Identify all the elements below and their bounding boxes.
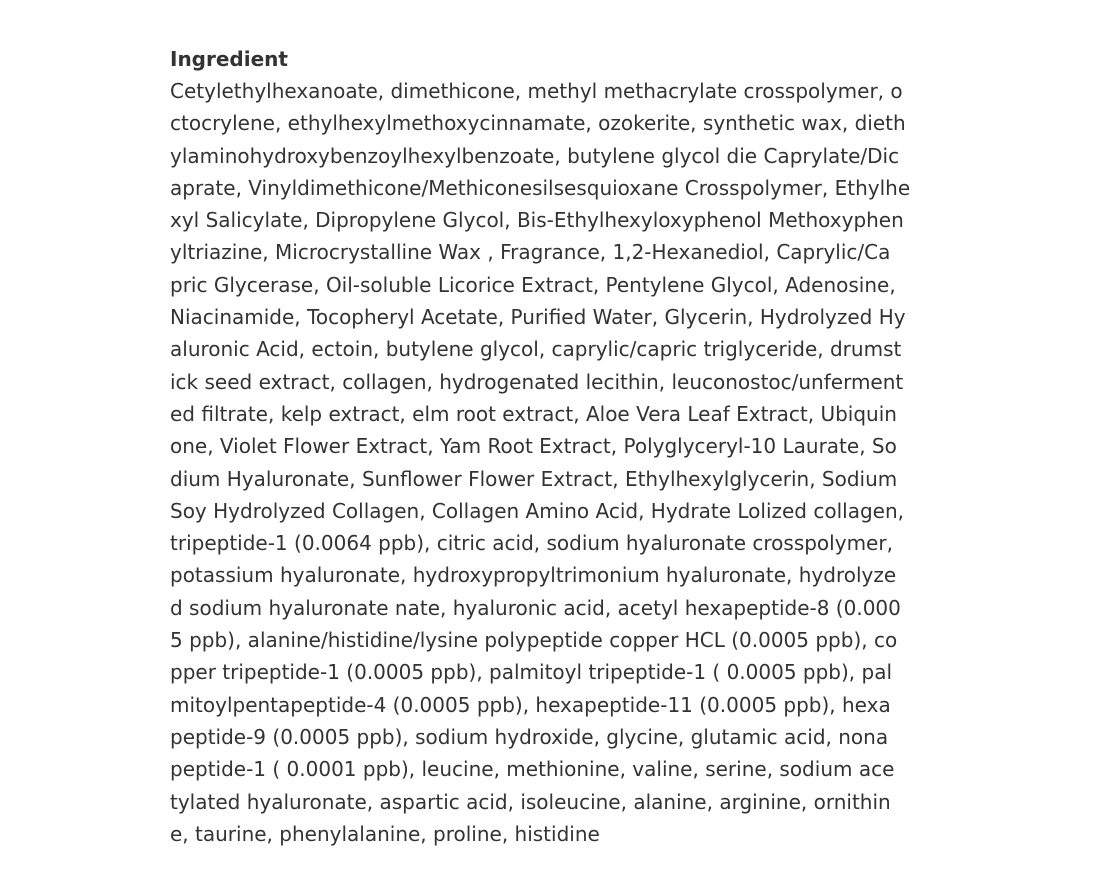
- ingredient-line: peptide-9 (0.0005 ppb), sodium hydroxide, glycine, glutamic acid, nona: [170, 724, 889, 749]
- ingredient-line: d sodium hyaluronate nate, hyaluronic acid, acetyl hexapeptide-8 (0.000: [170, 595, 901, 620]
- ingredient-line: e, taurine, phenylalanine, proline, histidine: [170, 821, 600, 846]
- ingredient-line: ylaminohydroxybenzoylhexylbenzoate, butylene glycol die Caprylate/Dic: [170, 143, 900, 168]
- ingredient-line: potassium hyaluronate, hydroxypropyltrimonium hyaluronate, hydrolyze: [170, 563, 897, 588]
- ingredient-line: pric Glycerase, Oil-soluble Licorice Extract, Pentylene Glycol, Adenosine,: [170, 272, 896, 297]
- ingredient-list: [170, 75, 1030, 850]
- ingredient-line: yltriazine, Microcrystalline Wax , Fragrance, 1,2-Hexanediol, Caprylic/Ca: [170, 240, 891, 265]
- ingredient-line: tripeptide-1 (0.0064 ppb), citric acid, sodium hyaluronate crosspolymer,: [170, 531, 893, 556]
- ingredient-section: [170, 43, 1030, 850]
- ingredient-line: tylated hyaluronate, aspartic acid, isoleucine, alanine, arginine, ornithin: [170, 789, 891, 814]
- ingredient-line: ctocrylene, ethylhexylmethoxycinnamate, ozokerite, synthetic wax, dieth: [170, 111, 906, 136]
- ingredient-line: one, Violet Flower Extract, Yam Root Extract, Polyglyceryl-10 Laurate, So: [170, 434, 897, 459]
- ingredient-line: aluronic Acid, ectoin, butylene glycol, caprylic/capric triglyceride, drumst: [170, 337, 902, 362]
- ingredient-line: xyl Salicylate, Dipropylene Glycol, Bis-Ethylhexyloxyphenol Methoxyphen: [170, 208, 904, 233]
- ingredient-line: pper tripeptide-1 (0.0005 ppb), palmitoyl tripeptide-1 ( 0.0005 ppb), pal: [170, 660, 893, 685]
- ingredient-line: dium Hyaluronate, Sunflower Flower Extract, Ethylhexylglycerin, Sodium: [170, 466, 898, 491]
- ingredient-line: Cetylethylhexanoate, dimethicone, methyl methacrylate crosspolymer, o: [170, 79, 903, 103]
- ingredient-line: mitoylpentapeptide-4 (0.0005 ppb), hexapeptide-11 (0.0005 ppb), hexa: [170, 692, 891, 717]
- ingredient-line: ed filtrate, kelp extract, elm root extract, Aloe Vera Leaf Extract, Ubiquin: [170, 401, 897, 426]
- ingredient-line: Soy Hydrolyzed Collagen, Collagen Amino Acid, Hydrate Lolized collagen,: [170, 498, 904, 523]
- ingredient-line: Niacinamide, Tocopheryl Acetate, Purified Water, Glycerin, Hydrolyzed Hy: [170, 305, 906, 330]
- ingredient-line: aprate, Vinyldimethicone/Methiconesilsesquioxane Crosspolymer, Ethylhe: [170, 175, 911, 200]
- ingredient-heading: Ingredient: [170, 47, 288, 71]
- ingredient-line: 5 ppb), alanine/histidine/lysine polypeptide copper HCL (0.0005 ppb), co: [170, 628, 898, 653]
- ingredient-line: peptide-1 ( 0.0001 ppb), leucine, methionine, valine, serine, sodium ace: [170, 757, 895, 782]
- ingredient-line: ick seed extract, collagen, hydrogenated lecithin, leuconostoc/unferment: [170, 369, 904, 394]
